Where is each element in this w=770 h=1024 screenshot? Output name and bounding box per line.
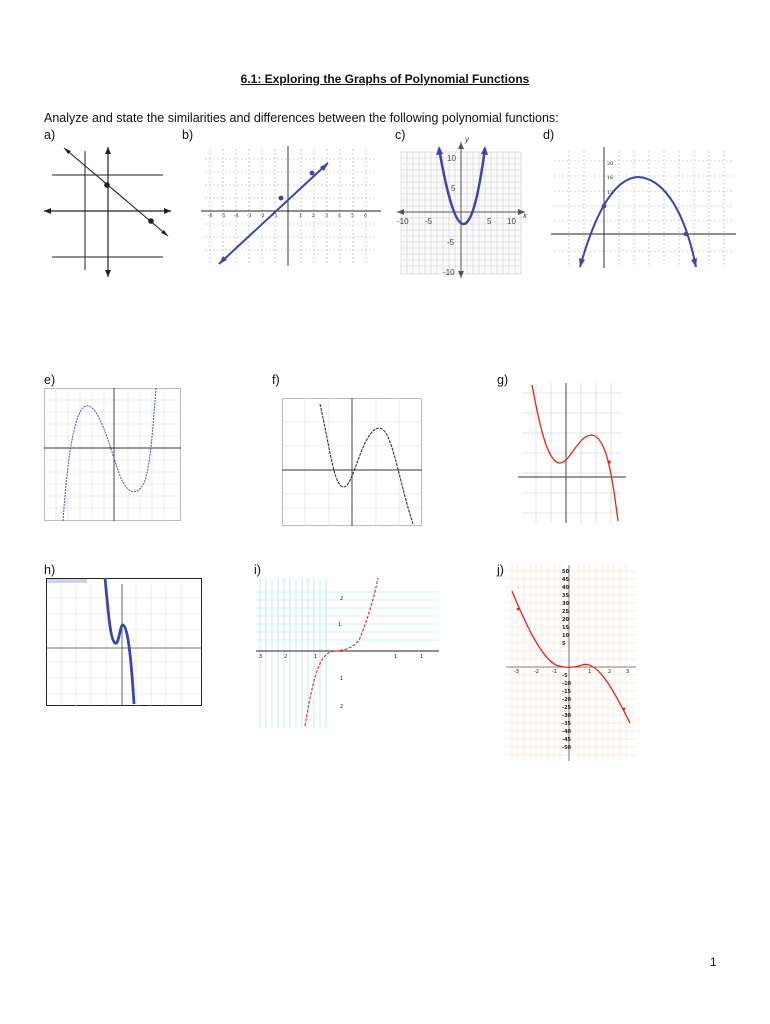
label-g: g) bbox=[497, 373, 509, 387]
svg-text:1: 1 bbox=[340, 676, 344, 682]
label-i: i) bbox=[254, 563, 261, 577]
graph-j-y-tick: 25 bbox=[562, 609, 569, 615]
svg-text:-3: -3 bbox=[247, 214, 252, 219]
svg-text:-5: -5 bbox=[221, 214, 226, 219]
page-title: 6.1: Exploring the Graphs of Polynomial Functions bbox=[240, 72, 530, 86]
graph-h bbox=[46, 578, 202, 706]
svg-text:1: 1 bbox=[314, 654, 318, 660]
graph-c-tick: 5 bbox=[451, 184, 456, 193]
graph-j-y-tick: 35 bbox=[562, 593, 569, 599]
page-number: 1 bbox=[710, 955, 717, 969]
graph-j-x-tick: -3 bbox=[514, 669, 519, 675]
graph-c-tick: 10 bbox=[507, 217, 516, 226]
svg-text:-4: -4 bbox=[234, 214, 239, 219]
graph-j-x-tick: -1 bbox=[552, 669, 557, 675]
graph-j-y-tick: 50 bbox=[562, 569, 569, 575]
svg-text:1: 1 bbox=[338, 622, 342, 628]
svg-text:6: 6 bbox=[364, 214, 367, 219]
graph-j-x-tick: 2 bbox=[608, 669, 612, 675]
graph-j-y-tick: -20 bbox=[562, 697, 572, 703]
graph-e bbox=[44, 388, 181, 521]
graph-c-tick: 10 bbox=[447, 154, 456, 163]
graph-j-y-tick: 20 bbox=[562, 617, 569, 623]
svg-text:2: 2 bbox=[312, 214, 315, 219]
label-b: b) bbox=[182, 128, 194, 142]
graph-a bbox=[40, 143, 175, 280]
svg-text:-6: -6 bbox=[208, 214, 213, 219]
graph-j-y-tick: -50 bbox=[562, 745, 572, 751]
graph-c-tick: -10 bbox=[397, 217, 409, 226]
graph-j-x-tick: 1 bbox=[588, 669, 592, 675]
svg-text:20: 20 bbox=[607, 161, 614, 167]
graph-j-y-tick: -35 bbox=[562, 721, 572, 727]
label-d: d) bbox=[543, 128, 555, 142]
graph-c-x-label: x bbox=[523, 211, 527, 220]
svg-text:4: 4 bbox=[338, 214, 341, 219]
graph-j-y-tick: 5 bbox=[562, 641, 566, 647]
graph-j bbox=[506, 565, 636, 761]
svg-text:2: 2 bbox=[340, 596, 344, 602]
graph-c-y-label: y bbox=[465, 135, 469, 144]
graph-c bbox=[393, 130, 533, 282]
svg-text:1: 1 bbox=[394, 654, 398, 660]
label-j: j) bbox=[497, 563, 504, 577]
svg-text:2: 2 bbox=[340, 704, 344, 710]
label-f: f) bbox=[272, 373, 280, 387]
graph-j-x-ticks bbox=[514, 669, 629, 675]
graph-j-y-tick: -45 bbox=[562, 737, 572, 743]
label-c: c) bbox=[395, 128, 406, 142]
graph-j-y-tick: -40 bbox=[562, 729, 572, 735]
svg-text:1: 1 bbox=[299, 214, 302, 219]
svg-text:12: 12 bbox=[607, 190, 614, 196]
graph-c-tick: -10 bbox=[443, 268, 455, 277]
graph-j-y-tick: 15 bbox=[562, 625, 569, 631]
graph-c-tick: -5 bbox=[447, 238, 455, 247]
graph-j-y-tick: -25 bbox=[562, 705, 572, 711]
svg-text:-1: -1 bbox=[273, 214, 278, 219]
graph-j-y-tick: 30 bbox=[562, 601, 569, 607]
graph-c-tick: 5 bbox=[487, 217, 492, 226]
svg-text:3: 3 bbox=[325, 214, 328, 219]
graph-j-y-tick: 45 bbox=[562, 577, 569, 583]
graph-j-y-tick: 10 bbox=[562, 633, 569, 639]
graph-i bbox=[256, 578, 439, 728]
graph-j-y-tick: -5 bbox=[562, 673, 568, 679]
svg-text:2: 2 bbox=[284, 654, 288, 660]
graph-c-tick: -5 bbox=[425, 217, 433, 226]
svg-text:3: 3 bbox=[259, 654, 263, 660]
graph-f bbox=[282, 398, 422, 526]
label-h: h) bbox=[44, 563, 56, 577]
svg-text:5: 5 bbox=[351, 214, 354, 219]
svg-text:16: 16 bbox=[607, 175, 614, 181]
graph-j-x-tick: 3 bbox=[626, 669, 630, 675]
graph-b bbox=[195, 143, 385, 268]
graph-j-x-tick: -2 bbox=[534, 669, 539, 675]
label-e: e) bbox=[44, 373, 56, 387]
label-a: a) bbox=[44, 128, 56, 142]
svg-text:-2: -2 bbox=[260, 214, 265, 219]
graph-j-y-tick: -15 bbox=[562, 689, 572, 695]
svg-text:1: 1 bbox=[420, 654, 424, 660]
graph-g bbox=[518, 383, 626, 523]
graph-j-y-tick: -30 bbox=[562, 713, 572, 719]
graph-j-y-tick: 40 bbox=[562, 585, 569, 591]
graph-j-y-tick: -10 bbox=[562, 681, 572, 687]
instructions: Analyze and state the similarities and differences between the following polynomial functions: bbox=[44, 111, 559, 125]
graph-d bbox=[548, 143, 738, 270]
graph-j-y-ticks bbox=[562, 569, 572, 751]
